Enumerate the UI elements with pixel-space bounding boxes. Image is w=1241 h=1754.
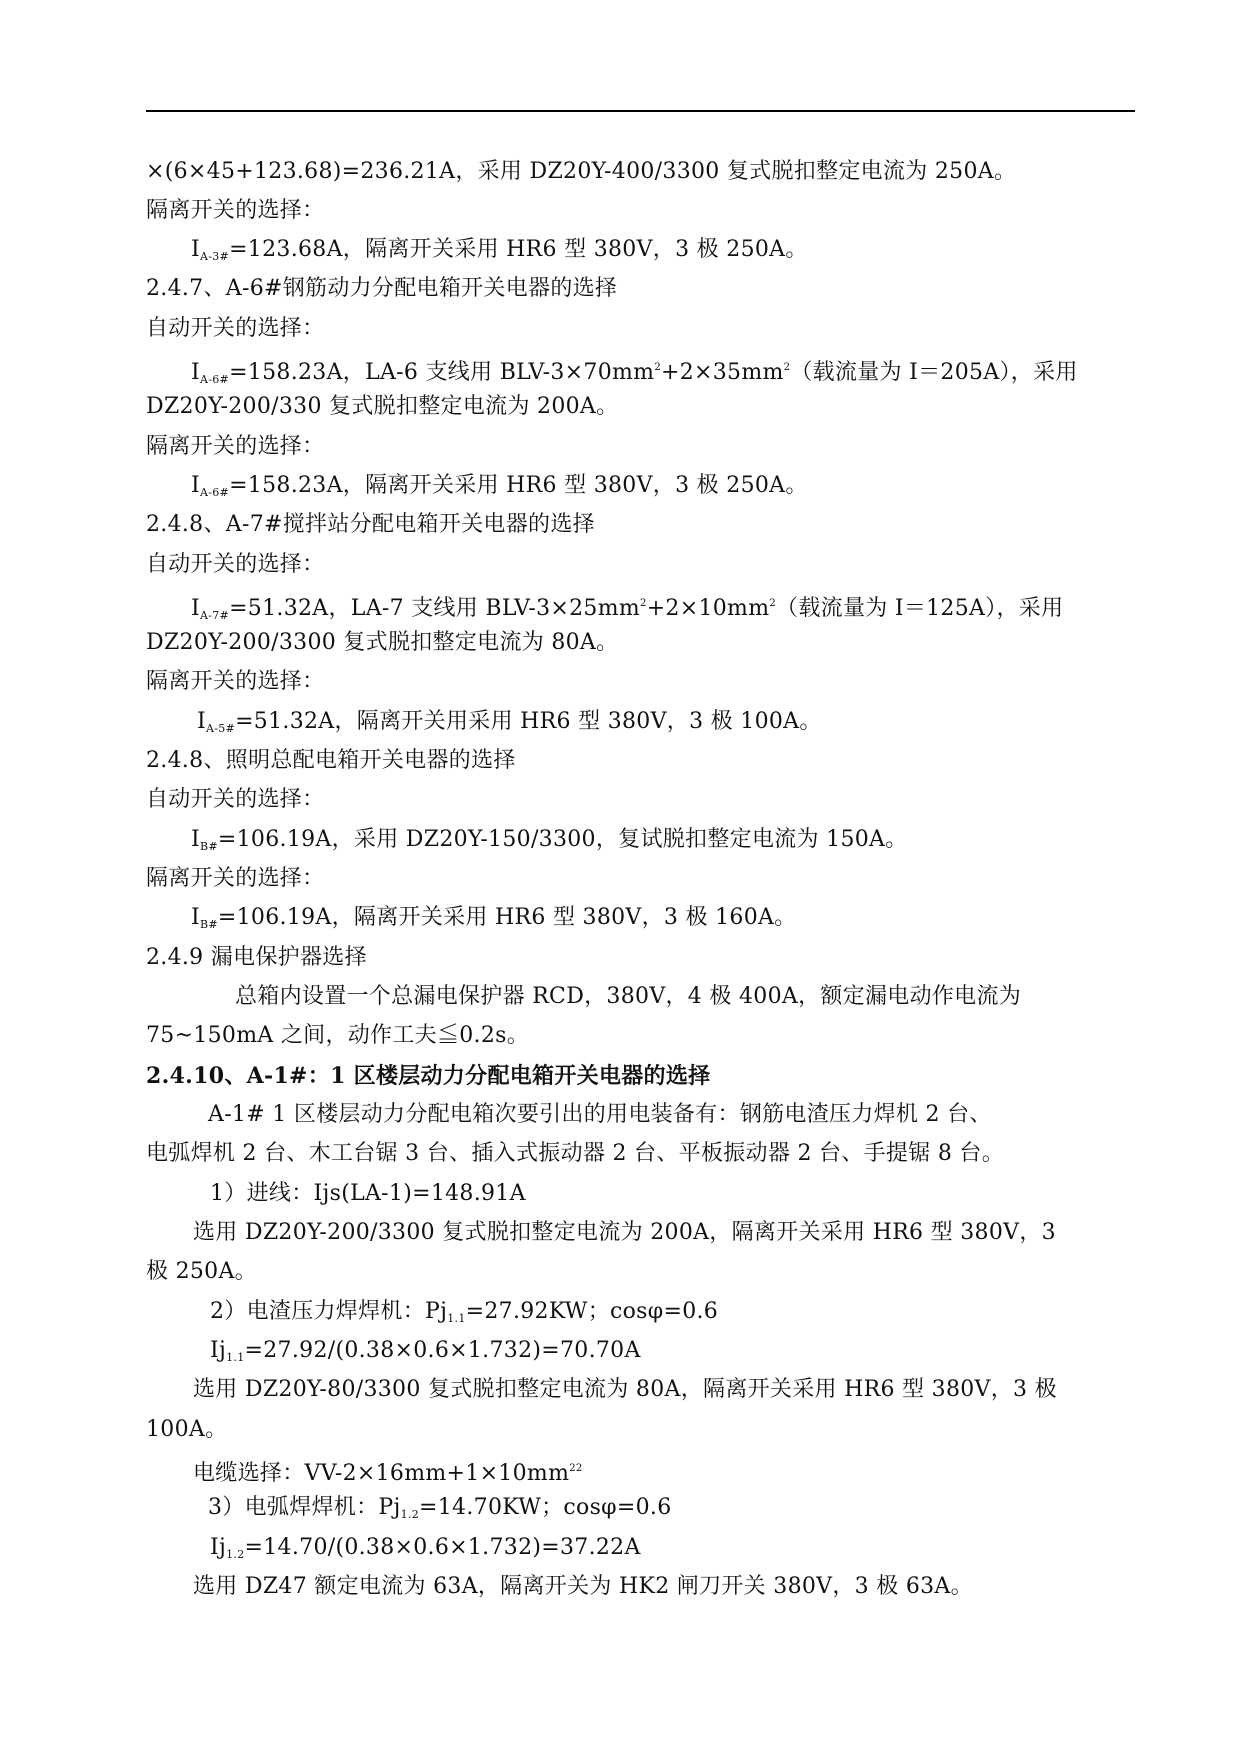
text-run: Ij xyxy=(210,1338,227,1363)
text-run: +1×10mm xyxy=(446,1461,570,1486)
sub-text: A-5# xyxy=(206,722,236,735)
text-line xyxy=(146,433,324,461)
text-run: 总箱内设置一个总漏电保护器 RCD，380V，4 极 400A，额定漏电动作电流为 xyxy=(235,984,1022,1009)
text-line xyxy=(146,1022,529,1050)
text-run: I xyxy=(191,360,200,385)
text-run: 隔离开关的选择： xyxy=(146,866,325,891)
sub-text: 1.1 xyxy=(226,1351,245,1364)
text-run: 隔离开关的选择： xyxy=(146,198,325,223)
text-line xyxy=(146,747,516,775)
text-line xyxy=(146,275,617,303)
text-run: 2）电渣压力焊焊机：Pj xyxy=(210,1299,448,1324)
text-line xyxy=(191,236,808,271)
text-run: +2×10mm xyxy=(646,596,770,621)
text-line xyxy=(146,944,367,972)
text-run: =14.70KW；cosφ=0.6 xyxy=(419,1495,672,1520)
text-run: A-1# 1 区楼层动力分配电箱次要引出的用电装备有：钢筋电渣压力焊机 2 台、 xyxy=(208,1102,992,1127)
sub-text: 1.2 xyxy=(400,1508,420,1521)
sub-text: A-3# xyxy=(200,250,230,263)
text-line xyxy=(146,1258,257,1286)
text-line xyxy=(146,786,324,814)
text-line xyxy=(210,1298,718,1333)
text-line xyxy=(146,315,324,343)
text-run: =27.92KW；cosφ=0.6 xyxy=(465,1299,719,1324)
text-run: =14.70/(0.38×0.6×1.732)=37.22A xyxy=(244,1535,641,1560)
text-line xyxy=(146,511,595,539)
text-run: Ij xyxy=(210,1535,227,1560)
text-run: 75~150mA 之间，动作工夫≦0.2s。 xyxy=(146,1023,530,1048)
text-run: =51.32A，LA-7 支线用 BLV-3×25mm xyxy=(229,596,641,621)
text-line xyxy=(191,826,908,861)
text-line xyxy=(193,1573,973,1601)
text-run: 2.4.8、A-7#搅拌站分配电箱开关电器的选择 xyxy=(146,512,595,537)
text-line xyxy=(146,1416,227,1444)
sub-text: B# xyxy=(200,918,218,931)
sub-text: A-7# xyxy=(200,609,230,622)
text-run: I xyxy=(197,709,206,734)
text-line xyxy=(146,668,324,696)
sub-text: A-6# xyxy=(200,373,230,386)
text-line xyxy=(210,1337,641,1372)
text-run: =27.92/(0.38×0.6×1.732)=70.70A xyxy=(244,1338,641,1363)
text-run: =51.32A，隔离开关用采用 HR6 型 380V，3 极 100A。 xyxy=(235,709,822,734)
sub-text: 1.1 xyxy=(447,1312,466,1325)
sup-text: 2 xyxy=(569,1463,576,1474)
text-run: =158.23A，LA-6 支线用 BLV-3×70mm xyxy=(229,360,655,385)
text-run: 隔离开关的选择： xyxy=(146,669,325,694)
text-run: +2×35mm xyxy=(660,360,784,385)
text-run: =158.23A，隔离开关采用 HR6 型 380V，3 极 250A。 xyxy=(229,473,808,498)
text-line xyxy=(146,1062,710,1090)
text-run: I xyxy=(191,827,200,852)
sub-text: 1.2 xyxy=(226,1548,245,1561)
text-line xyxy=(208,1101,992,1129)
text-run: I xyxy=(191,905,200,930)
text-line xyxy=(191,472,808,507)
text-run: =106.19A，隔离开关采用 HR6 型 380V，3 极 160A。 xyxy=(217,905,797,930)
text-run: 2.4.10、A-1#：1 区楼层动力分配电箱开关电器的选择 xyxy=(146,1063,711,1089)
text-run: 2.4.8、照明总配电箱开关电器的选择 xyxy=(146,748,516,773)
text-run: =123.68A，隔离开关采用 HR6 型 380V，3 极 250A。 xyxy=(229,237,808,262)
text-line xyxy=(191,904,796,939)
text-line xyxy=(235,983,1021,1011)
text-run: （载流量为 I＝125A），采用 xyxy=(776,596,1064,621)
text-line xyxy=(193,1455,583,1488)
text-run: 隔离开关的选择： xyxy=(146,434,325,459)
text-run: 选用 DZ20Y-80/3300 复式脱扣整定电流为 80A，隔离开关采用 HR6 型 380V，3 极 xyxy=(193,1377,1057,1402)
text-run: 选用 DZ20Y-200/3300 复式脱扣整定电流为 200A，隔离开关采用 HR6 型 380V，3 xyxy=(193,1220,1056,1245)
text-run: 极 250A。 xyxy=(146,1259,257,1284)
text-line xyxy=(210,1180,526,1208)
text-line xyxy=(208,1494,672,1529)
sup-text: 2 xyxy=(783,362,791,373)
text-line xyxy=(193,1376,1057,1404)
text-run: I xyxy=(191,473,200,498)
text-run: DZ20Y-200/3300 复式脱扣整定电流为 80A。 xyxy=(146,630,619,655)
text-run: 2.4.7、A-6#钢筋动力分配电箱开关电器的选择 xyxy=(146,276,618,301)
text-line xyxy=(197,708,822,743)
sup-text: 2 xyxy=(769,598,777,609)
text-run: I xyxy=(191,237,200,262)
text-line xyxy=(146,1140,1004,1168)
text-run: 电缆选择：VV-2×16mm xyxy=(193,1461,447,1486)
text-run: 自动开关的选择： xyxy=(146,552,325,577)
text-run: 100A。 xyxy=(146,1417,228,1442)
text-line xyxy=(146,158,1016,186)
text-run: （载流量为 I＝205A），采用 xyxy=(790,360,1078,385)
text-run: ×(6×45+123.68)=236.21A，采用 DZ20Y-400/3300 复式脱扣整定电流为 250A。 xyxy=(146,159,1017,184)
text-line xyxy=(191,590,1063,630)
text-line xyxy=(146,197,324,225)
sub-text: B# xyxy=(200,840,218,853)
text-run: I xyxy=(191,596,200,621)
text-line xyxy=(146,629,618,657)
text-run: 3）电弧焊焊机：Pj xyxy=(208,1495,401,1520)
text-run: DZ20Y-200/330 复式脱扣整定电流为 200A。 xyxy=(146,394,619,419)
text-run: 自动开关的选择： xyxy=(146,787,325,812)
text-run: 电弧焊机 2 台、木工台锯 3 台、插入式振动器 2 台、平板振动器 2 台、手提锯 8 台。 xyxy=(146,1141,1005,1166)
text-run: 2.4.9 漏电保护器选择 xyxy=(146,945,367,970)
sup-text: 2 xyxy=(640,598,647,609)
text-run: 自动开关的选择： xyxy=(146,316,325,341)
text-run: 1）进线：Ijs(LA-1)=148.91A xyxy=(210,1181,526,1206)
text-line xyxy=(193,1219,1056,1247)
sup-text: 2 xyxy=(654,362,661,373)
text-line xyxy=(146,393,618,421)
text-line xyxy=(146,865,324,893)
header-rule xyxy=(146,110,1135,112)
text-run: 选用 DZ47 额定电流为 63A，隔离开关为 HK2 闸刀开关 380V，3 极 63A。 xyxy=(193,1574,973,1599)
text-line xyxy=(146,551,324,579)
text-line xyxy=(191,354,1078,394)
sup-text: 2 xyxy=(575,1463,583,1474)
sub-text: A-6# xyxy=(200,486,230,499)
text-run: =106.19A，采用 DZ20Y-150/3300，复试脱扣整定电流为 150A。 xyxy=(217,827,908,852)
text-line xyxy=(210,1534,641,1569)
